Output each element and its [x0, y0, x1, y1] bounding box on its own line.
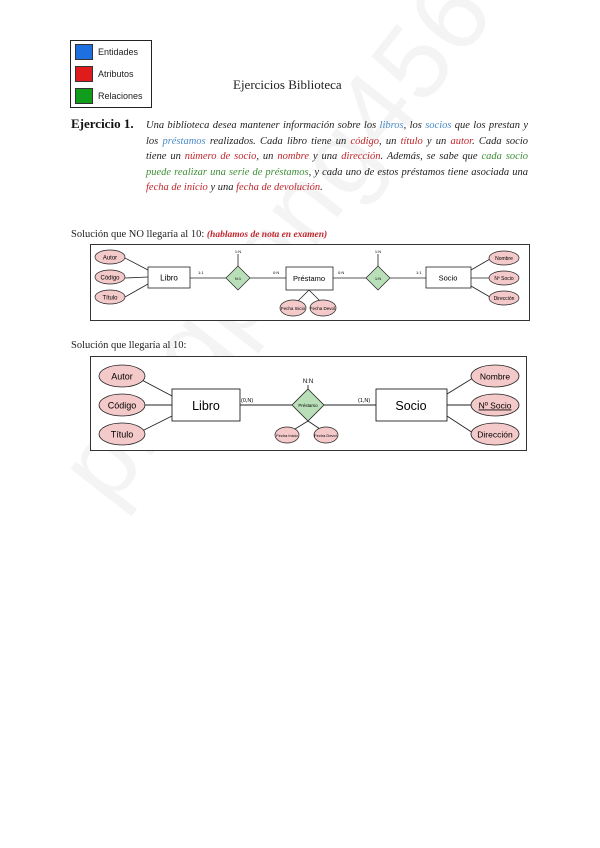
- highlight-attribute: título: [400, 135, 423, 147]
- attribute-nombre: [489, 251, 519, 265]
- legend-item-relaciones: [75, 88, 143, 104]
- attribute-autor: [95, 250, 125, 264]
- highlight-entity: préstamos: [162, 135, 206, 147]
- page-title: Ejercicios Biblioteca: [233, 77, 342, 92]
- highlight-entity: libros: [379, 120, 404, 131]
- highlight-attribute: autor: [450, 135, 473, 147]
- svg-text:Dirección: Dirección: [477, 429, 513, 440]
- attribute-nombre: [471, 365, 519, 387]
- entity-socio: [376, 389, 447, 421]
- entity-libro: [148, 267, 190, 288]
- highlight-attribute: dirección: [341, 151, 381, 163]
- attribute-direccion: [471, 423, 519, 445]
- svg-text:Nº Socio: Nº Socio: [478, 400, 512, 411]
- svg-text:Fecha Devol.: Fecha Devol.: [309, 306, 337, 311]
- attribute-fecha-inicio: [275, 427, 299, 443]
- svg-text:Título: Título: [110, 429, 134, 440]
- attribute-titulo: [99, 423, 145, 445]
- highlight-attribute: código: [350, 135, 380, 147]
- highlight-attribute: número de socio: [184, 151, 257, 163]
- card-right: (1,N): [358, 398, 371, 404]
- svg-text:Código: Código: [100, 275, 120, 282]
- svg-text:Socio: Socio: [395, 399, 427, 413]
- svg-text:Préstamo: Préstamo: [292, 274, 326, 283]
- solution-good-heading: Solución que llegaría al 10:: [71, 340, 187, 351]
- svg-text:Título: Título: [102, 295, 118, 302]
- relation-2-card: 1:N: [374, 249, 382, 254]
- exercise-statement: Una biblioteca desea mantener información sobre los libros, los socios que los prestan y los préstamos realizados. Cada libro tiene un código, un título y un autor. Cada socio tiene un número de socio, un nombre y una dirección. Además, se sabe que cada socio puede realizar una serie de préstamos, y cada uno de estos préstamos tiene asociada una fecha de inicio y una fecha de devolución.: [146, 120, 529, 194]
- entity-libro: [172, 389, 240, 421]
- attribute-codigo: [95, 270, 125, 284]
- highlight-entity: socios: [425, 120, 452, 131]
- svg-text:Autor: Autor: [102, 255, 118, 262]
- exercise-label: Ejercicio 1.: [71, 116, 134, 131]
- highlight-attribute: fecha de devolución: [236, 182, 321, 194]
- svg-text:Nombre: Nombre: [495, 256, 513, 262]
- card-left: (0,N): [241, 398, 254, 404]
- legend-label: Atributos: [98, 69, 134, 79]
- card-label: 0:N: [338, 270, 345, 275]
- svg-text:Préstamo: Préstamo: [298, 403, 318, 408]
- solution-bad-note: (hablamos de nota en examen): [206, 230, 328, 240]
- relation-1-card: 1:N: [234, 249, 242, 254]
- svg-text:Código: Código: [107, 400, 137, 411]
- svg-text:N:1: N:1: [234, 276, 242, 281]
- svg-text:Fecha Inicio: Fecha Inicio: [280, 306, 306, 311]
- svg-text:Fecha Devol.: Fecha Devol.: [314, 433, 338, 438]
- svg-text:Autor: Autor: [111, 371, 133, 382]
- attribute-nsocio: [471, 394, 519, 416]
- highlight-attribute: fecha de inicio: [146, 182, 208, 194]
- card-label: 1:1: [198, 270, 204, 275]
- svg-text:Nombre: Nombre: [479, 371, 511, 382]
- attribute-fecha-inicio: [280, 300, 306, 316]
- svg-text:Nº Socio: Nº Socio: [494, 276, 514, 282]
- svg-text:Fecha Inicio: Fecha Inicio: [276, 433, 298, 438]
- relation-color-swatch: [75, 88, 93, 104]
- legend-box: [70, 40, 152, 108]
- er-diagram-bad: [90, 244, 530, 321]
- er-diagram-good: [90, 356, 527, 451]
- highlight-relation: cada socio puede realizar una serie de préstamos: [146, 151, 529, 178]
- svg-text:Dirección: Dirección: [493, 296, 515, 302]
- svg-text:Socio: Socio: [438, 273, 458, 283]
- entity-prestamo: [286, 267, 333, 290]
- svg-text:1:N: 1:N: [374, 276, 382, 281]
- entity-socio: [426, 267, 471, 288]
- svg-text:Libro: Libro: [160, 273, 178, 283]
- svg-text:Libro: Libro: [192, 399, 220, 413]
- legend-label: Relaciones: [98, 91, 143, 101]
- entity-color-swatch: [75, 44, 93, 60]
- attribute-titulo: [95, 290, 125, 304]
- legend-item-entidades: [75, 44, 138, 60]
- card-label: 0:N: [273, 270, 280, 275]
- attribute-codigo: [99, 394, 145, 416]
- attribute-fecha-devol: [314, 427, 338, 443]
- legend-label: Entidades: [98, 47, 139, 57]
- legend-item-atributos: [75, 66, 134, 82]
- attribute-autor: [99, 365, 145, 387]
- attribute-direccion: [489, 291, 519, 305]
- highlight-attribute: nombre: [277, 151, 310, 163]
- relation-card: N:N: [302, 379, 314, 385]
- card-label: 1:1: [416, 270, 422, 275]
- attribute-nsocio: [489, 271, 519, 285]
- solution-bad-heading: Solución que NO llegaría al 10: (hablamos de nota en examen): [71, 229, 328, 240]
- attribute-fecha-devol: [310, 300, 337, 316]
- attribute-color-swatch: [75, 66, 93, 82]
